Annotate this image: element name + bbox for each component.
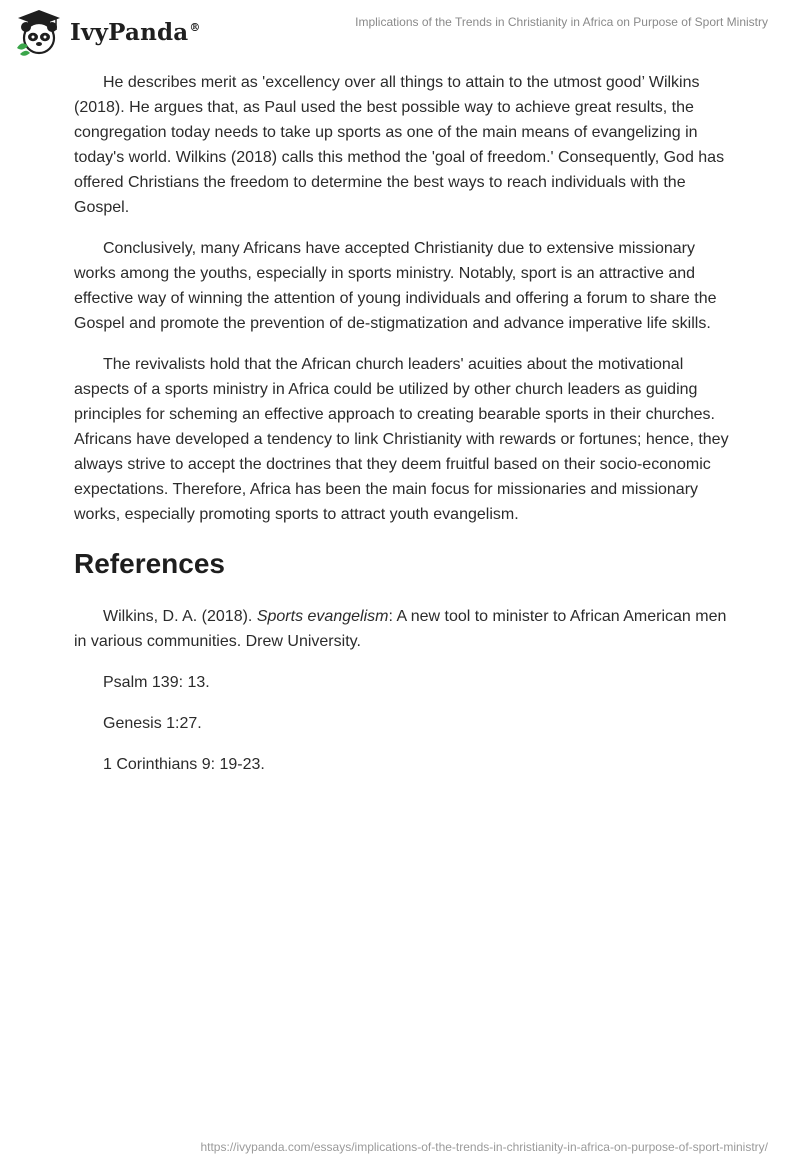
references-heading: References: [74, 548, 225, 579]
body-paragraph: He describes merit as 'excellency over all things to attain to the utmost good’ Wilkins (2018). He argues that, as Paul used the best possible way to achieve great results, the congregation today needs to take up sports as one of the main means of evangelizing in today's world. Wilkins (2018) calls this method the 'goal of freedom.' Consequently, God has offered Christians the freedom to determine the best ways to reach individuals with the Gospel.: [74, 74, 725, 216]
document-title: Implications of the Trends in Christianity in Africa on Purpose of Sport Ministry: [355, 15, 768, 29]
source-url[interactable]: https://ivypanda.com/essays/implications-of-the-trends-in-christianity-in-africa-on-purpose-of-sport-ministry/: [200, 1140, 768, 1154]
page-header: [0, 0, 800, 60]
brand-name: IvyPanda®: [70, 18, 201, 46]
reference-item: 1 Corinthians 9: 19-23.: [103, 756, 265, 773]
panda-graduate-icon: [14, 8, 64, 56]
body-paragraph: Conclusively, many Africans have accepted Christianity due to extensive missionary works among the youths, especially in sports ministry. Notably, sport is an attractive and effective way of winning the attention of young individuals and offering a forum to share the Gospel and promote the prevention of de-stigmatization and advance imperative life skills.: [74, 240, 717, 332]
reference-publisher: : A new tool to minister to African American men in various communities. Drew University.: [74, 608, 727, 650]
body-paragraph: The revivalists hold that the African church leaders' acuities about the motivational aspects of a sports ministry in Africa could be utilized by other church leaders as guiding principles for scheming an effective approach to creating bearable sports in their churches. Africans have developed a tendency to link Christianity with rewards or fortunes; hence, they always strive to accept the doctrines that they deem fruitful based on their socio-economic expectations. Therefore, Africa has been the main focus for missionaries and missionary works, especially promoting sports to attract youth evangelism.: [74, 356, 729, 523]
reference-item: Psalm 139: 13.: [103, 674, 210, 691]
reference-title: Sports evangelism: [256, 608, 389, 625]
ivypanda-logo[interactable]: [14, 8, 201, 56]
reference-item: [74, 604, 734, 654]
registered-mark: ®: [189, 20, 201, 34]
reference-author: Wilkins, D. A. (2018).: [103, 608, 257, 625]
essay-content: [74, 70, 734, 793]
reference-item: Genesis 1:27.: [103, 715, 202, 732]
